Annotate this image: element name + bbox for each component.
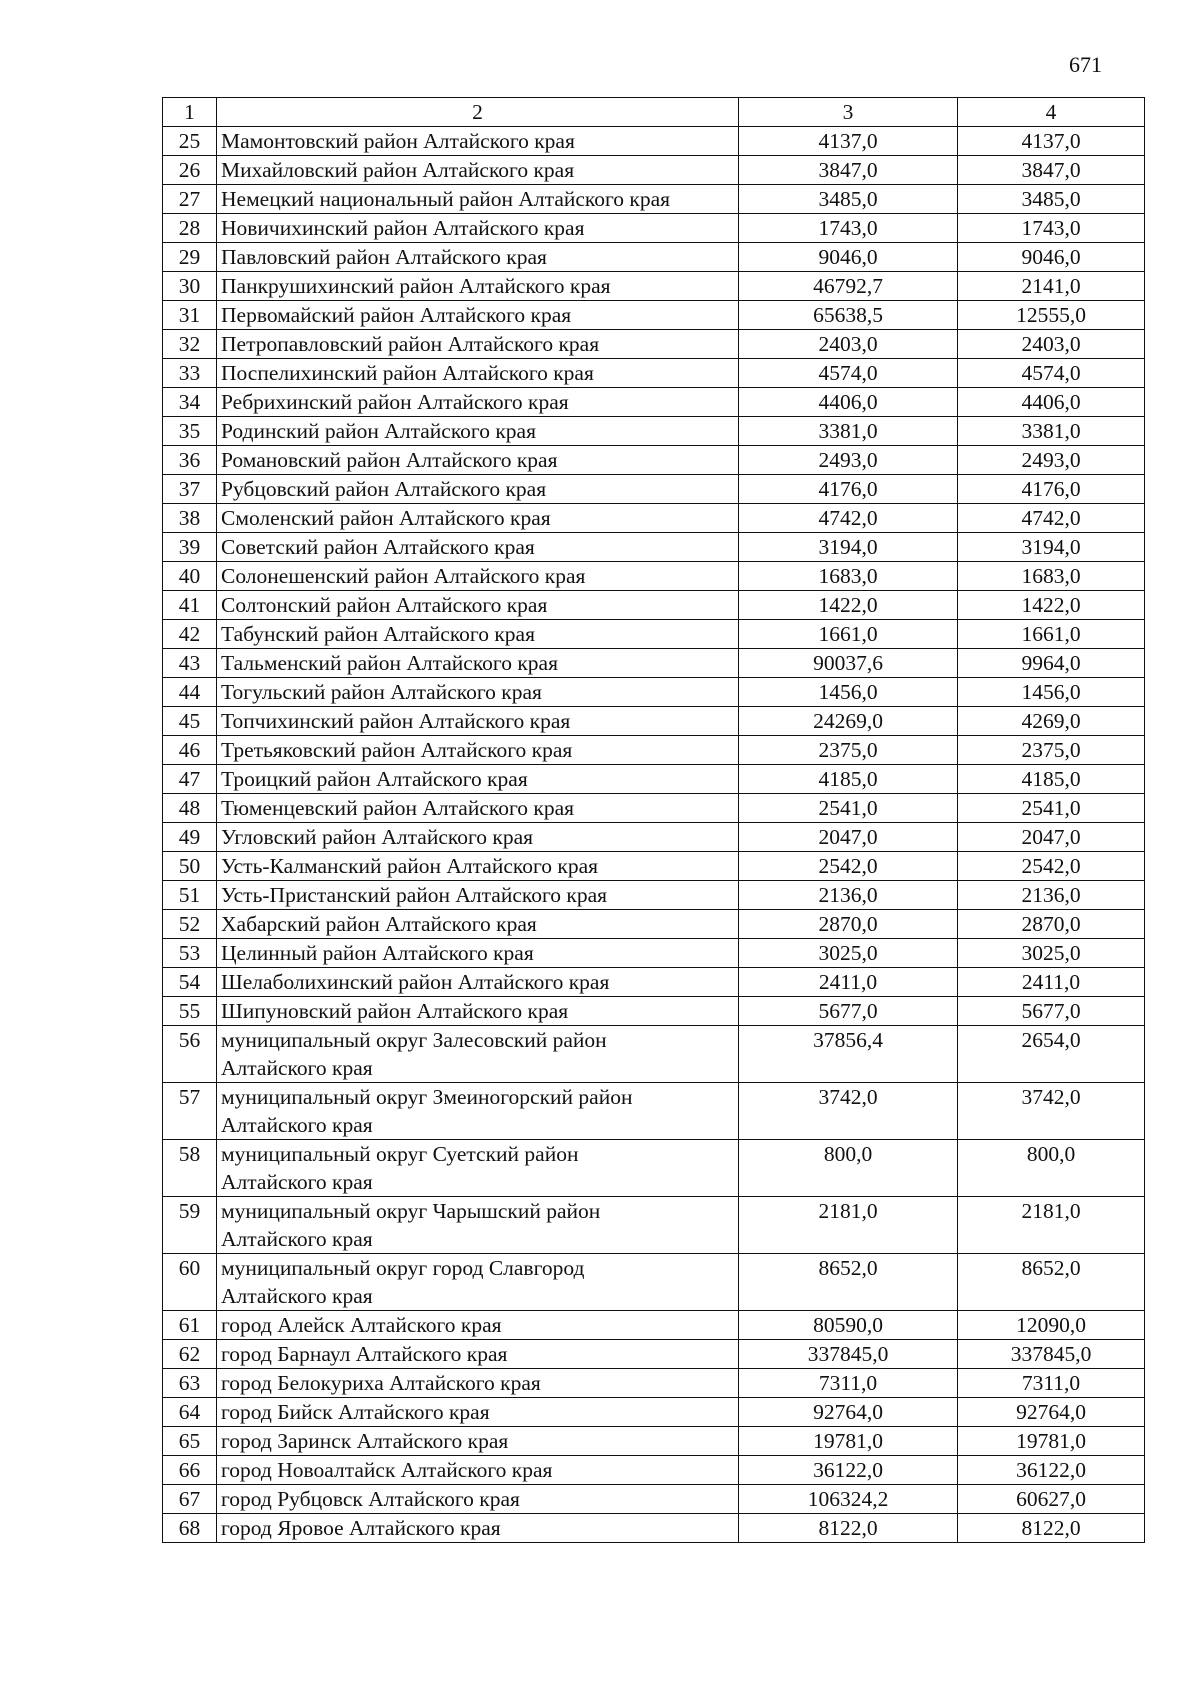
municipality-name-line: муниципальный округ Чарышский район	[221, 1199, 601, 1223]
amount-column-3: 337845,0	[739, 1340, 958, 1369]
municipality-name: Усть-Калманский район Алтайского края	[217, 852, 739, 881]
amount-column-4: 1422,0	[958, 591, 1145, 620]
amount-column-4: 2141,0	[958, 272, 1145, 301]
row-number: 58	[163, 1140, 217, 1197]
amount-column-4: 60627,0	[958, 1485, 1145, 1514]
amount-column-3: 2493,0	[739, 446, 958, 475]
row-number: 46	[163, 736, 217, 765]
row-number: 35	[163, 417, 217, 446]
row-number: 30	[163, 272, 217, 301]
table-row	[163, 562, 1145, 591]
table-row	[163, 736, 1145, 765]
municipality-name: Тогульский район Алтайского края	[217, 678, 739, 707]
amount-column-3: 1661,0	[739, 620, 958, 649]
row-number: 60	[163, 1254, 217, 1311]
municipality-name: город Барнаул Алтайского края	[217, 1340, 739, 1369]
municipality-name: Хабарский район Алтайского края	[217, 910, 739, 939]
amount-column-4: 19781,0	[958, 1427, 1145, 1456]
row-number: 43	[163, 649, 217, 678]
table-row	[163, 504, 1145, 533]
row-number: 32	[163, 330, 217, 359]
municipality-name: город Рубцовск Алтайского края	[217, 1485, 739, 1514]
table-row	[163, 388, 1145, 417]
table-row	[163, 939, 1145, 968]
column-header: 1	[163, 98, 217, 127]
table-row	[163, 910, 1145, 939]
municipality-name: город Алейск Алтайского края	[217, 1311, 739, 1340]
amount-column-4: 2181,0	[958, 1197, 1145, 1254]
amount-column-3: 19781,0	[739, 1427, 958, 1456]
row-number: 26	[163, 156, 217, 185]
municipality-name: Петропавловский район Алтайского края	[217, 330, 739, 359]
municipality-name-line: муниципальный округ город Славгород	[221, 1256, 585, 1280]
amount-column-4: 3847,0	[958, 156, 1145, 185]
municipality-name	[217, 1254, 739, 1311]
table-row	[163, 1398, 1145, 1427]
amount-column-4: 4742,0	[958, 504, 1145, 533]
amount-column-4: 4574,0	[958, 359, 1145, 388]
municipality-name: Солонешенский район Алтайского края	[217, 562, 739, 591]
amount-column-3: 106324,2	[739, 1485, 958, 1514]
amount-column-4: 2047,0	[958, 823, 1145, 852]
municipality-name: город Бийск Алтайского края	[217, 1398, 739, 1427]
amount-column-3: 3194,0	[739, 533, 958, 562]
table-row	[163, 1427, 1145, 1456]
amount-column-3: 3025,0	[739, 939, 958, 968]
amount-column-3: 37856,4	[739, 1026, 958, 1083]
municipality-name: Солтонский район Алтайского края	[217, 591, 739, 620]
table-row	[163, 1254, 1145, 1311]
row-number: 38	[163, 504, 217, 533]
table-row	[163, 156, 1145, 185]
amount-column-3: 46792,7	[739, 272, 958, 301]
municipality-name: Новичихинский район Алтайского края	[217, 214, 739, 243]
amount-column-3: 4574,0	[739, 359, 958, 388]
amount-column-3: 65638,5	[739, 301, 958, 330]
amount-column-4: 4176,0	[958, 475, 1145, 504]
municipality-name-line: муниципальный округ Залесовский район	[221, 1028, 607, 1052]
amount-column-4: 1661,0	[958, 620, 1145, 649]
amount-column-4: 12555,0	[958, 301, 1145, 330]
row-number: 59	[163, 1197, 217, 1254]
amount-column-4: 3025,0	[958, 939, 1145, 968]
amount-column-4: 800,0	[958, 1140, 1145, 1197]
municipality-name: Шелаболихинский район Алтайского края	[217, 968, 739, 997]
row-number: 41	[163, 591, 217, 620]
municipality-name-line: муниципальный округ Суетский район	[221, 1142, 579, 1166]
row-number: 34	[163, 388, 217, 417]
table-row	[163, 359, 1145, 388]
table-row	[163, 765, 1145, 794]
municipality-name: Целинный район Алтайского края	[217, 939, 739, 968]
amount-column-4: 4185,0	[958, 765, 1145, 794]
amount-column-3: 90037,6	[739, 649, 958, 678]
table-row	[163, 1485, 1145, 1514]
row-number: 28	[163, 214, 217, 243]
amount-column-3: 3847,0	[739, 156, 958, 185]
amount-column-4: 1456,0	[958, 678, 1145, 707]
table-row	[163, 127, 1145, 156]
table-row	[163, 649, 1145, 678]
municipality-name: Смоленский район Алтайского края	[217, 504, 739, 533]
table-row	[163, 968, 1145, 997]
amount-column-3: 1743,0	[739, 214, 958, 243]
amount-column-4: 3194,0	[958, 533, 1145, 562]
amount-column-3: 9046,0	[739, 243, 958, 272]
table-row	[163, 1456, 1145, 1485]
municipality-name: город Яровое Алтайского края	[217, 1514, 739, 1543]
page-number: 671	[1069, 52, 1102, 77]
amount-column-3: 1456,0	[739, 678, 958, 707]
table-row	[163, 852, 1145, 881]
table-row	[163, 678, 1145, 707]
table-row	[163, 1340, 1145, 1369]
amount-column-4: 5677,0	[958, 997, 1145, 1026]
table-body	[163, 127, 1145, 1543]
budget-table	[162, 97, 1145, 1543]
column-header: 3	[739, 98, 958, 127]
amount-column-3: 1683,0	[739, 562, 958, 591]
table-row	[163, 1197, 1145, 1254]
municipality-name: Михайловский район Алтайского края	[217, 156, 739, 185]
municipality-name: город Белокуриха Алтайского края	[217, 1369, 739, 1398]
table-row	[163, 823, 1145, 852]
row-number: 49	[163, 823, 217, 852]
table-row	[163, 475, 1145, 504]
municipality-name-line: муниципальный округ Змеиногорский район	[221, 1085, 633, 1109]
row-number: 51	[163, 881, 217, 910]
amount-column-3: 2047,0	[739, 823, 958, 852]
table-row	[163, 1083, 1145, 1140]
amount-column-3: 3485,0	[739, 185, 958, 214]
row-number: 64	[163, 1398, 217, 1427]
municipality-name: Первомайский район Алтайского края	[217, 301, 739, 330]
municipality-name-line: Алтайского края	[221, 1284, 373, 1308]
amount-column-4: 2654,0	[958, 1026, 1145, 1083]
amount-column-3: 92764,0	[739, 1398, 958, 1427]
municipality-name	[217, 1140, 739, 1197]
row-number: 27	[163, 185, 217, 214]
amount-column-3: 4137,0	[739, 127, 958, 156]
municipality-name	[217, 1083, 739, 1140]
row-number: 66	[163, 1456, 217, 1485]
amount-column-3: 2411,0	[739, 968, 958, 997]
row-number: 29	[163, 243, 217, 272]
municipality-name: город Заринск Алтайского края	[217, 1427, 739, 1456]
amount-column-4: 1743,0	[958, 214, 1145, 243]
amount-column-3: 2375,0	[739, 736, 958, 765]
municipality-name: Топчихинский район Алтайского края	[217, 707, 739, 736]
amount-column-3: 2541,0	[739, 794, 958, 823]
amount-column-4: 92764,0	[958, 1398, 1145, 1427]
row-number: 45	[163, 707, 217, 736]
table-row	[163, 214, 1145, 243]
table-row	[163, 881, 1145, 910]
row-number: 54	[163, 968, 217, 997]
amount-column-4: 1683,0	[958, 562, 1145, 591]
amount-column-3: 8652,0	[739, 1254, 958, 1311]
amount-column-3: 5677,0	[739, 997, 958, 1026]
municipality-name: Третьяковский район Алтайского края	[217, 736, 739, 765]
row-number: 48	[163, 794, 217, 823]
amount-column-3: 2542,0	[739, 852, 958, 881]
row-number: 56	[163, 1026, 217, 1083]
amount-column-4: 2870,0	[958, 910, 1145, 939]
table-row	[163, 591, 1145, 620]
amount-column-3: 4176,0	[739, 475, 958, 504]
amount-column-3: 80590,0	[739, 1311, 958, 1340]
amount-column-4: 4406,0	[958, 388, 1145, 417]
amount-column-3: 36122,0	[739, 1456, 958, 1485]
amount-column-4: 36122,0	[958, 1456, 1145, 1485]
amount-column-3: 4406,0	[739, 388, 958, 417]
amount-column-3: 24269,0	[739, 707, 958, 736]
table-row	[163, 533, 1145, 562]
amount-column-4: 7311,0	[958, 1369, 1145, 1398]
amount-column-4: 3485,0	[958, 185, 1145, 214]
row-number: 25	[163, 127, 217, 156]
amount-column-3: 4742,0	[739, 504, 958, 533]
row-number: 55	[163, 997, 217, 1026]
municipality-name-line: Алтайского края	[221, 1227, 373, 1251]
row-number: 44	[163, 678, 217, 707]
amount-column-4: 8652,0	[958, 1254, 1145, 1311]
row-number: 42	[163, 620, 217, 649]
row-number: 62	[163, 1340, 217, 1369]
amount-column-3: 8122,0	[739, 1514, 958, 1543]
amount-column-4: 2136,0	[958, 881, 1145, 910]
municipality-name: Павловский район Алтайского края	[217, 243, 739, 272]
amount-column-4: 8122,0	[958, 1514, 1145, 1543]
row-number: 39	[163, 533, 217, 562]
municipality-name: Шипуновский район Алтайского края	[217, 997, 739, 1026]
row-number: 57	[163, 1083, 217, 1140]
amount-column-4: 2493,0	[958, 446, 1145, 475]
row-number: 52	[163, 910, 217, 939]
municipality-name-line: Алтайского края	[221, 1113, 373, 1137]
amount-column-3: 3742,0	[739, 1083, 958, 1140]
amount-column-4: 3381,0	[958, 417, 1145, 446]
amount-column-3: 4185,0	[739, 765, 958, 794]
amount-column-3: 2403,0	[739, 330, 958, 359]
amount-column-4: 3742,0	[958, 1083, 1145, 1140]
municipality-name-line: Алтайского края	[221, 1056, 373, 1080]
row-number: 36	[163, 446, 217, 475]
municipality-name: Поспелихинский район Алтайского края	[217, 359, 739, 388]
amount-column-4: 2541,0	[958, 794, 1145, 823]
amount-column-4: 9046,0	[958, 243, 1145, 272]
table-row	[163, 1140, 1145, 1197]
municipality-name: Романовский район Алтайского края	[217, 446, 739, 475]
municipality-name: Немецкий национальный район Алтайского края	[217, 185, 739, 214]
municipality-name: Троицкий район Алтайского края	[217, 765, 739, 794]
municipality-name: Родинский район Алтайского края	[217, 417, 739, 446]
amount-column-3: 2136,0	[739, 881, 958, 910]
row-number: 63	[163, 1369, 217, 1398]
table-row	[163, 1311, 1145, 1340]
row-number: 68	[163, 1514, 217, 1543]
municipality-name	[217, 1197, 739, 1254]
row-number: 61	[163, 1311, 217, 1340]
table-row	[163, 1369, 1145, 1398]
amount-column-4: 2375,0	[958, 736, 1145, 765]
table-row	[163, 794, 1145, 823]
amount-column-3: 1422,0	[739, 591, 958, 620]
amount-column-4: 2411,0	[958, 968, 1145, 997]
table-row	[163, 330, 1145, 359]
amount-column-4: 2403,0	[958, 330, 1145, 359]
municipality-name: Усть-Пристанский район Алтайского края	[217, 881, 739, 910]
amount-column-3: 800,0	[739, 1140, 958, 1197]
table-row	[163, 707, 1145, 736]
table-row	[163, 417, 1145, 446]
table-row	[163, 997, 1145, 1026]
table-row	[163, 1514, 1145, 1543]
amount-column-4: 4269,0	[958, 707, 1145, 736]
amount-column-4: 9964,0	[958, 649, 1145, 678]
row-number: 31	[163, 301, 217, 330]
municipality-name: Угловский район Алтайского края	[217, 823, 739, 852]
table-row	[163, 1026, 1145, 1083]
row-number: 65	[163, 1427, 217, 1456]
municipality-name: Рубцовский район Алтайского края	[217, 475, 739, 504]
table-row	[163, 446, 1145, 475]
row-number: 50	[163, 852, 217, 881]
row-number: 53	[163, 939, 217, 968]
column-header: 2	[217, 98, 739, 127]
row-number: 67	[163, 1485, 217, 1514]
amount-column-4: 12090,0	[958, 1311, 1145, 1340]
amount-column-4: 2542,0	[958, 852, 1145, 881]
amount-column-3: 2181,0	[739, 1197, 958, 1254]
amount-column-3: 2870,0	[739, 910, 958, 939]
amount-column-4: 337845,0	[958, 1340, 1145, 1369]
column-header: 4	[958, 98, 1145, 127]
municipality-name: Тюменцевский район Алтайского края	[217, 794, 739, 823]
municipality-name: Ребрихинский район Алтайского края	[217, 388, 739, 417]
amount-column-3: 3381,0	[739, 417, 958, 446]
municipality-name: Табунский район Алтайского края	[217, 620, 739, 649]
table-row	[163, 301, 1145, 330]
amount-column-4: 4137,0	[958, 127, 1145, 156]
table-row	[163, 243, 1145, 272]
municipality-name: Мамонтовский район Алтайского края	[217, 127, 739, 156]
table-row	[163, 185, 1145, 214]
municipality-name	[217, 1026, 739, 1083]
table-row	[163, 272, 1145, 301]
row-number: 37	[163, 475, 217, 504]
municipality-name: город Новоалтайск Алтайского края	[217, 1456, 739, 1485]
row-number: 40	[163, 562, 217, 591]
row-number: 47	[163, 765, 217, 794]
amount-column-3: 7311,0	[739, 1369, 958, 1398]
municipality-name: Панкрушихинский район Алтайского края	[217, 272, 739, 301]
municipality-name: Советский район Алтайского края	[217, 533, 739, 562]
table-header-row	[163, 98, 1145, 127]
municipality-name: Тальменский район Алтайского края	[217, 649, 739, 678]
row-number: 33	[163, 359, 217, 388]
table-row	[163, 620, 1145, 649]
municipality-name-line: Алтайского края	[221, 1170, 373, 1194]
